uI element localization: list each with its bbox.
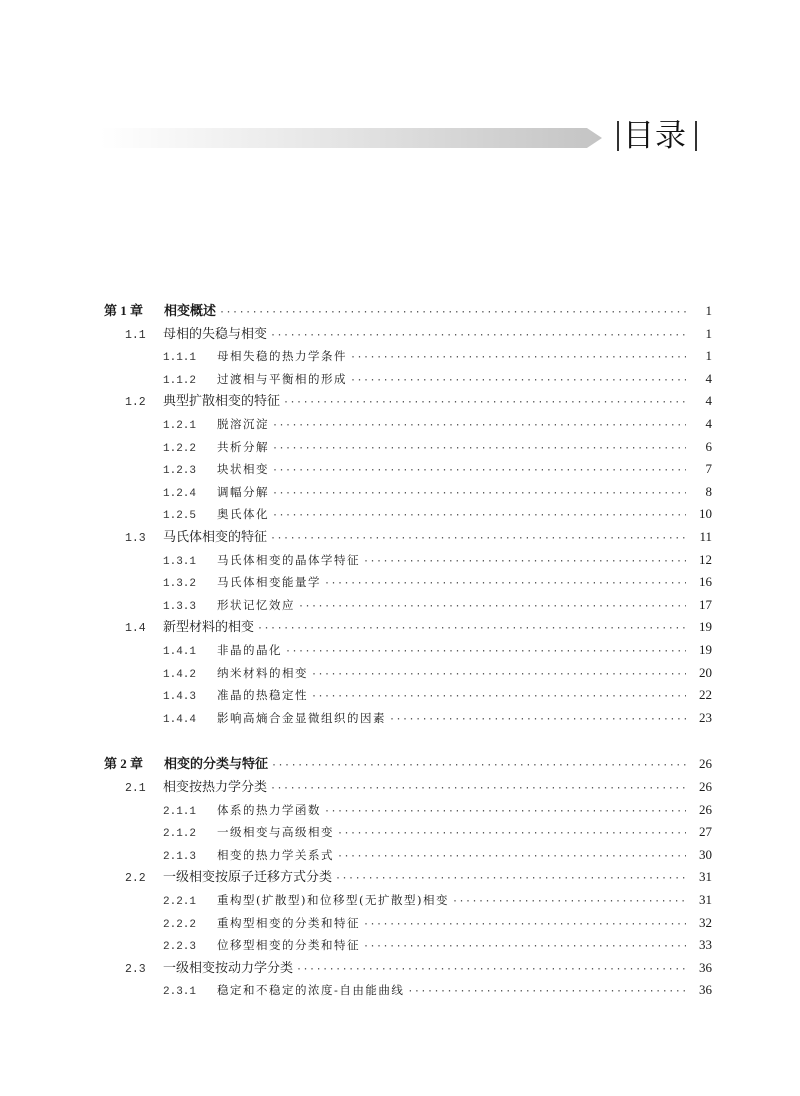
toc-leader-dots [283,392,686,412]
toc-leader-dots [270,528,686,548]
toc-entry-number: 2.3 [125,962,146,976]
toc-leader-dots [270,778,686,798]
toc-leader-dots [270,325,686,345]
header-gradient-bar [100,128,602,148]
toc-leader-dots [337,846,686,866]
toc-subsection[interactable] [163,345,712,367]
toc-entry-page: 4 [705,393,712,409]
toc-subsection[interactable] [163,571,712,593]
toc-entry-title: 奥氏体化 [217,507,269,522]
toc-entry-page: 23 [699,709,712,725]
toc-entry-title: 稳定和不稳定的浓度-自由能曲线 [217,983,405,998]
toc-chapter[interactable] [104,300,712,322]
toc-leader-dots [335,868,686,888]
toc-entry-number: 1.1.2 [163,374,197,387]
toc-entry-page: 11 [699,529,712,544]
toc-entry-page: 17 [699,596,712,612]
toc-entry-number: 1.3 [125,532,146,545]
toc-entry-title: 重构型相变的分类和特征 [217,915,360,930]
toc-subsection[interactable] [163,594,712,616]
toc-entry-page: 12 [699,551,712,567]
toc-subsection[interactable] [163,844,712,866]
toc-entry-title: 相变的分类与特征 [164,757,269,773]
toc-entry-number: 2.1.1 [163,805,197,818]
toc-entry-number: 1.4.2 [163,668,197,681]
title-rule-left [617,121,619,151]
toc-entry-page: 26 [699,756,712,772]
toc-leader-dots [272,483,686,503]
toc-entry-title: 一级相变按原子迁移方式分类 [163,870,333,886]
toc-entry-title: 一级相变与高级相变 [217,825,334,840]
toc-entry-title: 母相失稳的热力学条件 [217,349,347,364]
toc-entry-page: 31 [699,869,712,885]
toc-leader-dots [298,596,686,616]
toc-entry-number: 1.1 [125,328,146,342]
toc-leader-dots [272,505,686,525]
toc-entry-title: 马氏体相变的晶体学特征 [217,552,360,567]
toc-subsection[interactable] [163,684,712,706]
toc-entry-number: 1.3.1 [163,555,197,568]
toc-entry-title: 位移型相变的分类和特征 [217,938,360,953]
toc-entry-number: 第 2 章 [104,756,144,772]
toc-entry-page: 30 [699,846,712,862]
toc-subsection[interactable] [163,458,712,480]
toc-chapter[interactable] [104,753,712,775]
toc-leader-dots [350,370,686,390]
toc-entry-number: 1.2.4 [163,487,197,500]
toc-leader-dots [271,755,686,775]
toc-entry-title: 一级相变按动力学分类 [163,960,294,976]
toc-entry-title: 相变按热力学分类 [163,780,268,795]
toc-entry-number: 1.4.1 [163,646,197,658]
toc-entry-title: 相变的热力学关系式 [217,847,334,862]
toc-entry-page: 36 [699,982,712,998]
page-title: 目录 [623,118,687,154]
toc-entry-page: 19 [699,619,712,635]
toc-entry-number: 1.3.3 [163,600,197,613]
toc-entry-title: 块状相变 [217,462,269,477]
toc-leader-dots [363,551,686,571]
toc-leader-dots [337,823,686,843]
toc-entry-page: 36 [699,959,712,975]
toc-entry-number: 1.3.2 [163,578,197,591]
toc-entry-number: 1.2.1 [163,420,197,432]
toc-leader-dots [324,573,686,593]
toc-entry-title: 纳米材料的相变 [217,665,308,680]
toc-entry-number: 2.2.1 [163,896,197,908]
toc-section[interactable] [125,323,712,345]
toc-entry-title: 新型材料的相变 [163,620,255,636]
toc-leader-dots [407,981,686,1001]
toc-leader-dots [296,959,686,979]
toc-subsection[interactable] [163,549,712,571]
toc-entry-title: 重构型(扩散型)和位移型(无扩散型)相变 [217,893,449,907]
toc-leader-dots [311,686,686,706]
toc-entry-number: 2.2 [125,872,146,886]
toc-entry-title: 共析分解 [217,439,269,454]
toc-leader-dots [452,891,686,911]
toc-subsection[interactable] [163,912,712,934]
toc-entry-title: 体系的热力学函数 [217,802,321,817]
toc-entry-number: 2.2.2 [163,918,197,931]
toc-entry-number: 第 1 章 [104,303,144,318]
toc-entry-title: 相变概述 [164,304,217,319]
toc-entry-page: 31 [699,892,712,907]
toc-leader-dots [219,302,686,322]
toc-section[interactable] [125,390,712,412]
toc-subsection[interactable] [163,707,712,729]
toc-entry-page: 6 [705,438,712,454]
toc-entry-title: 脱溶沉淀 [217,417,269,431]
toc-entry-number: 2.3.1 [163,986,197,999]
toc-entry-number: 2.2.3 [163,941,197,954]
toc-leader-dots [363,914,686,934]
toc-entry-page: 1 [705,303,712,318]
toc-entry-page: 7 [705,461,712,477]
toc-entry-page: 19 [699,642,712,657]
toc-entry-number: 1.2.2 [163,442,197,455]
toc-entry-number: 2.1.2 [163,828,197,841]
toc-entry-title: 典型扩散相变的特征 [163,394,281,410]
toc-entry-title: 非晶的晶化 [217,643,282,657]
toc-subsection[interactable] [163,821,712,843]
toc-section[interactable] [125,957,712,979]
toc-subsection[interactable] [163,979,712,1001]
toc-entry-title: 母相的失稳与相变 [163,326,268,342]
toc-section[interactable] [125,776,712,798]
toc-subsection[interactable] [163,436,712,458]
toc-entry-title: 影响高熵合金显微组织的因素 [217,710,386,725]
toc-subsection[interactable] [163,368,712,390]
toc-entry-page: 22 [699,687,712,703]
toc-subsection[interactable] [163,799,712,821]
toc-subsection[interactable] [163,934,712,956]
toc-entry-number: 2.1 [125,782,146,795]
toc-leader-dots [350,347,686,367]
toc-entry-page: 8 [705,483,712,499]
toc-leader-dots [363,936,686,956]
toc-subsection[interactable] [163,503,712,525]
toc-leader-dots [324,801,686,821]
toc-leader-dots [257,618,686,638]
toc-subsection[interactable] [163,889,712,911]
toc-entry-number: 1.4.4 [163,713,197,726]
toc-section[interactable] [125,616,712,638]
toc-section[interactable] [125,526,712,548]
toc-entry-title: 形状记忆效应 [217,597,295,612]
toc-section[interactable] [125,866,712,888]
toc-entry-number: 2.1.3 [163,850,197,863]
toc-entry-title: 马氏体相变能量学 [217,575,321,590]
toc-leader-dots [272,460,686,480]
toc-entry-page: 26 [699,801,712,817]
toc-entry-number: 1.2 [125,396,146,410]
toc-entry-page: 26 [699,779,712,794]
toc-leader-dots [285,641,686,661]
toc-entry-page: 1 [705,325,712,341]
toc-entry-page: 32 [699,914,712,930]
toc-entry-page: 1 [705,348,712,364]
toc-entry-page: 33 [699,937,712,953]
toc-entry-page: 27 [699,824,712,840]
toc-subsection[interactable] [163,662,712,684]
toc-entry-page: 10 [699,506,712,522]
toc-entry-number: 1.2.5 [163,510,197,523]
toc-entry-page: 4 [705,370,712,386]
toc-subsection[interactable] [163,639,712,661]
toc-entry-number: 1.4 [125,622,146,636]
toc-entry-page: 4 [705,416,712,431]
toc-entry-title: 过渡相与平衡相的形成 [217,371,347,386]
toc-subsection[interactable] [163,481,712,503]
toc-entry-title: 调幅分解 [217,484,269,499]
toc-subsection[interactable] [163,413,712,435]
toc-entry-page: 16 [699,574,712,590]
toc-leader-dots [311,664,686,684]
toc-entry-number: 1.4.3 [163,691,197,704]
toc-entry-title: 准晶的热稳定性 [217,688,308,703]
toc-leader-dots [389,709,686,729]
toc-leader-dots [272,438,686,458]
toc-entry-number: 1.2.3 [163,465,197,478]
toc-entry-page: 20 [699,664,712,680]
toc-entry-number: 1.1.1 [163,352,197,365]
toc-entry-title: 马氏体相变的特征 [163,530,268,545]
title-rule-right [695,121,697,151]
toc-leader-dots [272,415,686,435]
